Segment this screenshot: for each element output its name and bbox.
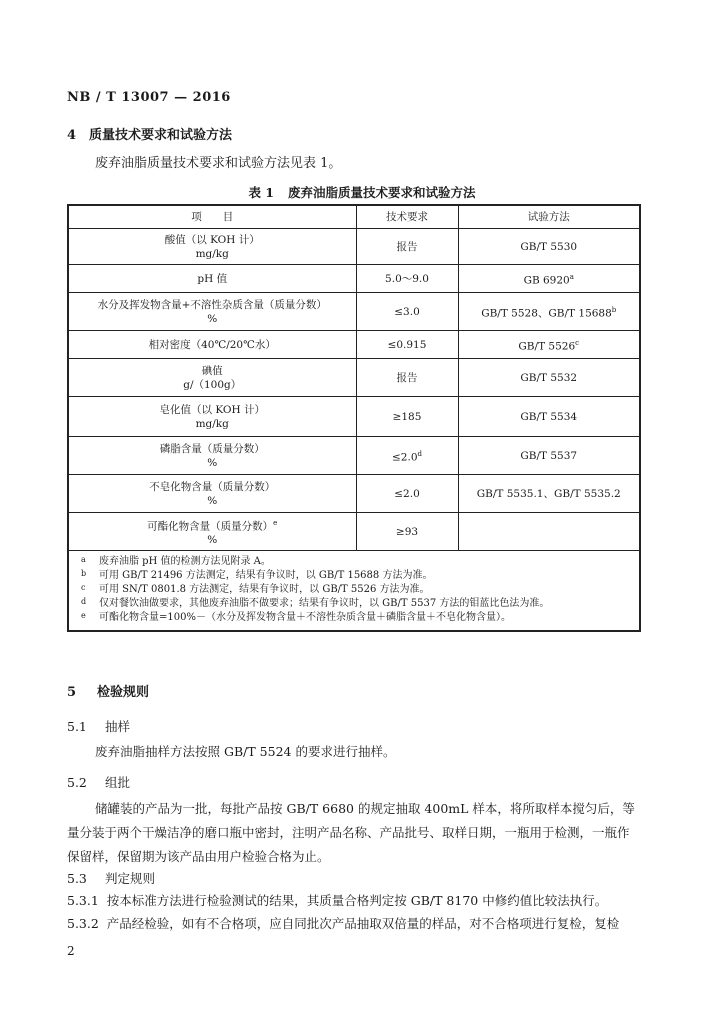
item-unit: % [207, 534, 218, 547]
method-cell [458, 293, 640, 331]
subsection-title: 组批 [105, 775, 131, 790]
section-title: 检验规则 [97, 685, 150, 700]
item-cell [68, 265, 356, 293]
subsection-number: 5.3 [67, 871, 87, 886]
subsection-title: 抽样 [105, 719, 131, 734]
item-name: 不皂化物含量（质量分数） [149, 480, 276, 493]
footnote-mark: e [81, 611, 86, 620]
requirement-cell: 5.0～9.0 [356, 265, 458, 293]
clause-5-3-1 [67, 889, 639, 913]
method-text: GB/T 5528、GB/T 15688 [481, 307, 612, 320]
item-name-line [73, 516, 352, 534]
subsection-5-2-text: 储罐装的产品为一批，每批产品按 GB/T 6680 的规定抽取 400mL 样本，将所取样本搅匀后，等量分装于两个干燥洁净的磨口瓶中密封，注明产品名称、产品批号、取样日期，一瓶用于检测，一瓶作保留样，保留期为该产品由用户检验合格为止。 [67, 801, 635, 864]
table-row [68, 293, 640, 331]
method-cell [458, 265, 640, 293]
table-notes [68, 551, 640, 632]
table-number: 表 1 [248, 185, 275, 200]
item-cell [68, 397, 356, 437]
requirement-cell: ≥93 [356, 513, 458, 551]
table-title: 废弃油脂质量技术要求和试验方法 [288, 185, 476, 200]
item-unit: mg/kg [195, 247, 229, 260]
table-row [68, 513, 640, 551]
table-row [68, 437, 640, 475]
item-unit: mg/kg [195, 417, 229, 430]
document-code: NB / T 13007 — 2016 [67, 90, 231, 105]
method-cell [458, 331, 640, 359]
section-number: 4 [67, 128, 77, 143]
item-name: 水分及挥发物含量+不溶性杂质含量（质量分数） [97, 298, 327, 311]
method-cell: GB/T 5535.1、GB/T 5535.2 [458, 475, 640, 513]
subsection-5-1-text: 废弃油脂抽样方法按照 GB/T 5524 的要求进行抽样。 [95, 744, 396, 759]
item-name: 可酯化物含量（质量分数） [147, 520, 274, 533]
requirement-cell: 报告 [356, 359, 458, 397]
clause-text: 按本标准方法进行检验测试的结果，其质量合格判定按 GB/T 8170 中修约值比较法执行。 [106, 893, 608, 908]
item-cell [68, 513, 356, 551]
item-cell [68, 475, 356, 513]
footnote [81, 583, 631, 597]
item-name: 磷脂含量（质量分数） [159, 442, 265, 455]
table-caption [0, 183, 724, 201]
section-title: 质量技术要求和试验方法 [89, 128, 233, 143]
footnote-ref: a [569, 272, 574, 281]
footnote-mark: c [81, 583, 86, 592]
item-cell [68, 437, 356, 475]
footnote-ref: d [417, 449, 422, 458]
requirement-cell: ≥185 [356, 397, 458, 437]
item-cell [68, 359, 356, 397]
footnote [81, 611, 631, 625]
item-cell [68, 293, 356, 331]
table-notes-row [68, 551, 640, 632]
table-row [68, 475, 640, 513]
header-requirement: 技术要求 [356, 205, 458, 229]
item-unit: % [207, 494, 218, 507]
requirement-cell: 报告 [356, 229, 458, 265]
footnote-text: 可用 SN/T 0801.8 方法测定，结果有争议时，以 GB/T 5526 方法为准。 [99, 584, 430, 595]
subsection-title: 判定规则 [105, 871, 156, 886]
footnote-text: 可用 GB/T 21496 方法测定，结果有争议时，以 GB/T 15688 方法为准。 [99, 570, 433, 581]
footnote [81, 555, 631, 569]
footnote-ref: e [273, 518, 278, 527]
item-unit: g/（100g） [183, 378, 242, 391]
requirement-cell [356, 437, 458, 475]
table-header-row [68, 205, 640, 229]
item-name: 酸值（以 KOH 计） [164, 233, 260, 246]
subsection-5-2-heading [67, 773, 130, 791]
table-row [68, 397, 640, 437]
table-row [68, 359, 640, 397]
quality-spec-table [67, 204, 641, 632]
requirement-text: ≤2.0 [392, 451, 418, 464]
footnote-ref: c [575, 338, 580, 347]
clause-text: 产品经检验，如有不合格项，应自同批次产品抽取双倍量的样品，对不合格项进行复检，复检 [106, 916, 620, 931]
section-4-intro: 废弃油脂质量技术要求和试验方法见表 1。 [95, 156, 342, 171]
header-method: 试验方法 [458, 205, 640, 229]
item-name: 皂化值（以 KOH 计） [159, 403, 265, 416]
subsection-number: 5.2 [67, 775, 87, 790]
section-5-heading [67, 681, 149, 700]
method-cell: GB/T 5534 [458, 397, 640, 437]
method-cell: GB/T 5537 [458, 437, 640, 475]
footnote-mark: d [81, 597, 87, 606]
table-row [68, 229, 640, 265]
footnote-text: 仅对餐饮油做要求，其他废弃油脂不做要求；结果有争议时，以 GB/T 5537 方法的钼蓝比色法为准。 [99, 598, 550, 609]
subsection-number: 5.1 [67, 719, 87, 734]
method-cell [458, 513, 640, 551]
section-4-heading [67, 124, 232, 143]
method-cell: GB/T 5532 [458, 359, 640, 397]
requirement-cell: ≤3.0 [356, 293, 458, 331]
clause-5-3-2 [67, 912, 639, 936]
clause-number: 5.3.1 [67, 893, 99, 908]
footnote-ref: b [611, 305, 617, 314]
footnote-text: 可酯化物含量=100%－（水分及挥发物含量＋不溶性杂质含量＋磷脂含量＋不皂化物含量）。 [99, 612, 511, 623]
method-text: GB 6920 [523, 274, 570, 287]
requirement-cell: ≤2.0 [356, 475, 458, 513]
item-name: 相对密度（40℃/20℃水） [148, 338, 276, 351]
footnote-text: 废弃油脂 pH 值的检测方法见附录 A。 [99, 556, 271, 567]
item-unit: % [207, 456, 218, 469]
section-number: 5 [67, 685, 77, 700]
clause-number: 5.3.2 [67, 916, 99, 931]
table-row [68, 265, 640, 293]
method-cell: GB/T 5530 [458, 229, 640, 265]
item-unit: % [207, 312, 218, 325]
footnote [81, 569, 631, 583]
item-cell [68, 229, 356, 265]
subsection-5-3-heading [67, 869, 155, 887]
footnote [81, 597, 631, 611]
requirement-cell: ≤0.915 [356, 331, 458, 359]
header-item: 项 目 [68, 205, 356, 229]
footnote-mark: b [81, 569, 87, 578]
page-number: 2 [67, 944, 75, 958]
item-name: 碘值 [201, 364, 223, 377]
table-row [68, 331, 640, 359]
item-name: pH 值 [197, 272, 228, 285]
method-text: GB/T 5526 [518, 340, 576, 353]
subsection-5-1-heading [67, 717, 130, 735]
footnote-mark: a [81, 555, 86, 564]
item-cell [68, 331, 356, 359]
